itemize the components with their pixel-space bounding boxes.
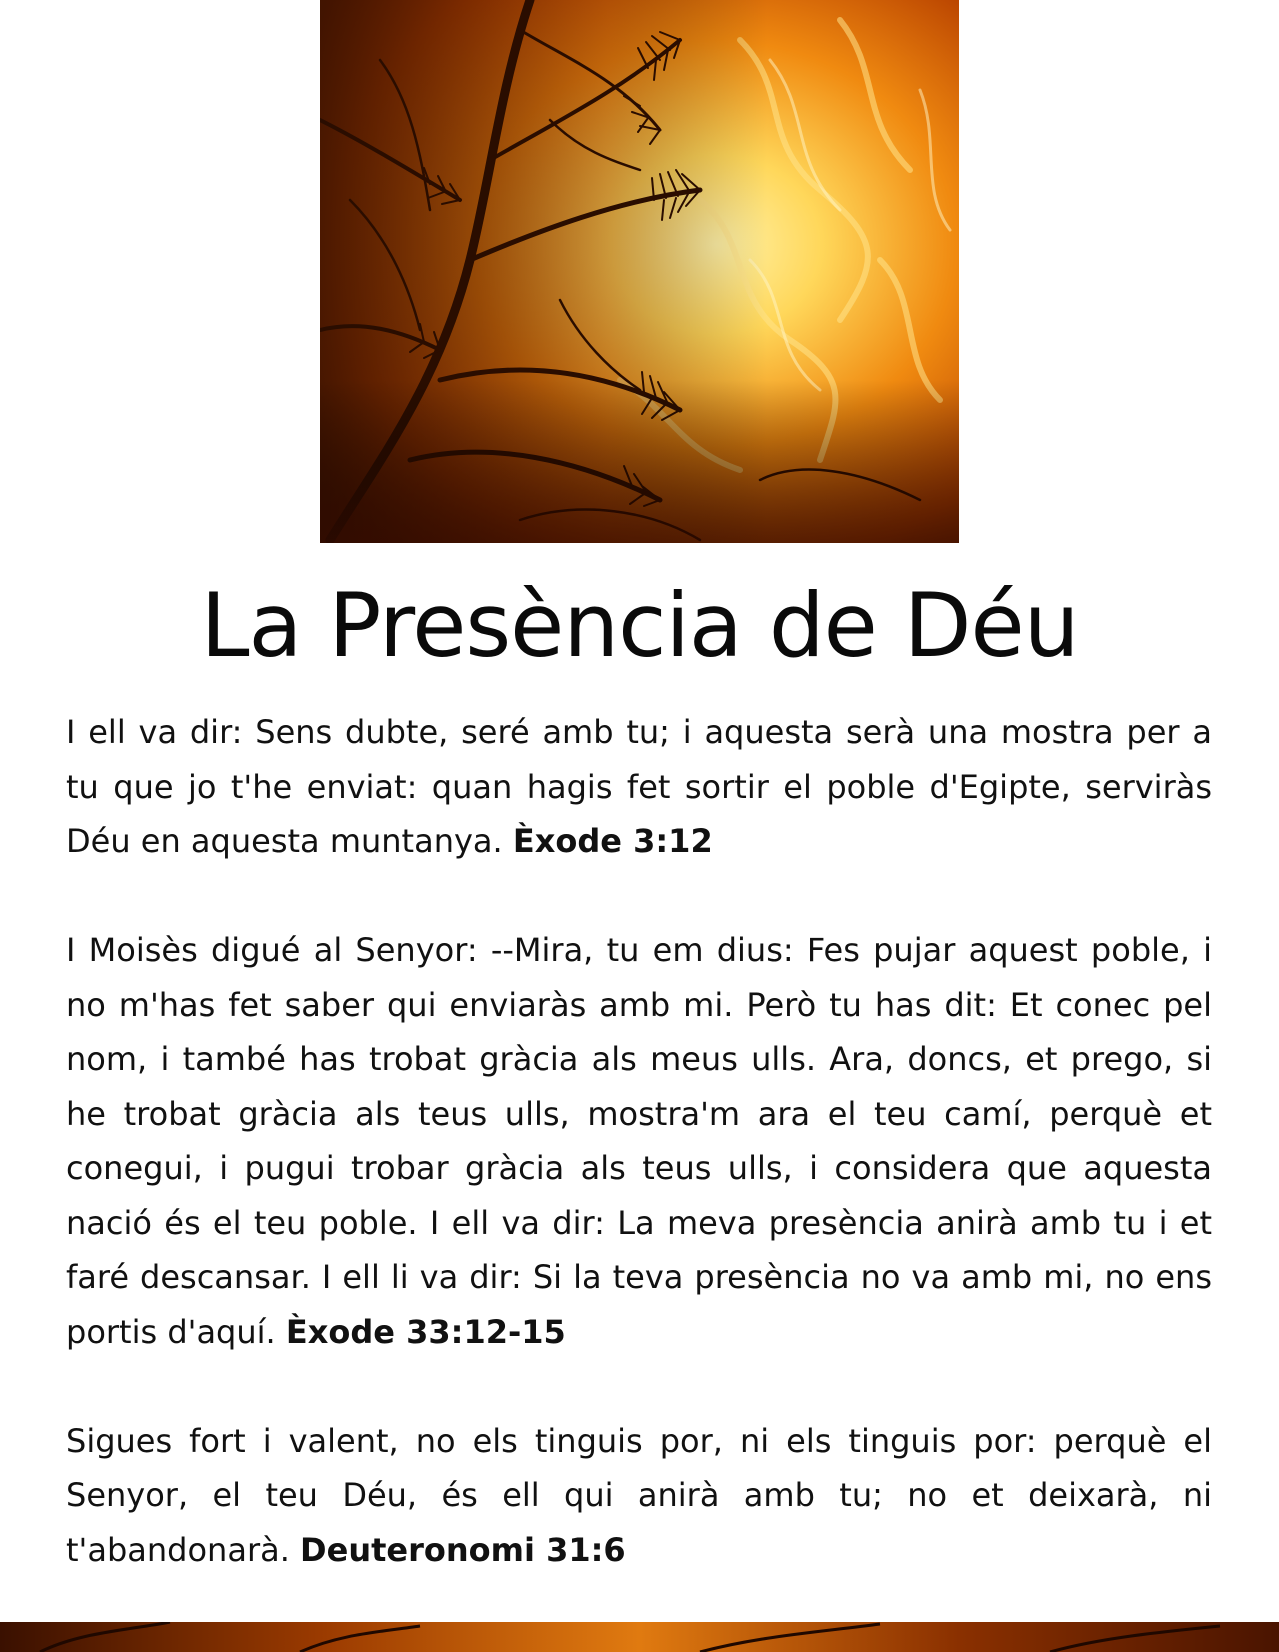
burning-bush-image xyxy=(320,0,959,543)
passage-text: Sigues fort i valent, no els tinguis por, ni els tinguis por: perquè el Senyor, el teu Déu, és ell qui anirà amb tu; no et deixarà, ni t'abandonarà. xyxy=(66,1421,1212,1569)
page-title: La Presència de Déu xyxy=(200,574,1079,677)
bottom-fire-strip xyxy=(0,1622,1279,1652)
passage-text: I ell va dir: Sens dubte, seré amb tu; i aquesta serà una mostra per a tu que jo t'he enviat: quan hagis fet sortir el poble d'Egipte, serviràs Déu en aquesta muntanya. xyxy=(66,713,1212,860)
passage-reference: Deuteronomi 31:6 xyxy=(300,1530,626,1569)
passage-paragraph xyxy=(66,923,1212,1359)
passage-text: I Moisès digué al Senyor: --Mira, tu em dius: Fes pujar aquest poble, i no m'has fet saber qui enviaràs amb mi. Però tu has dit: Et conec pel nom, i també has trobat gràcia als meus ulls. Ara, doncs, et prego, si he trobat gràcia als teus ulls, mostra'm ara el teu camí, perquè et conegui, i pugui trobar gràcia als teus ulls, i considera que aquesta nació és el teu poble. I ell va dir: La meva presència anirà amb tu i et faré descansar. I ell li va dir: Si la teva presència no va amb mi, no ens portis d'aquí. xyxy=(66,931,1212,1351)
passage-reference: Èxode 3:12 xyxy=(512,822,713,860)
passage-reference: Èxode 33:12-15 xyxy=(285,1312,566,1351)
passage-paragraph xyxy=(66,1414,1212,1578)
passage-paragraph xyxy=(66,705,1212,869)
scripture-passages xyxy=(66,705,1212,1577)
